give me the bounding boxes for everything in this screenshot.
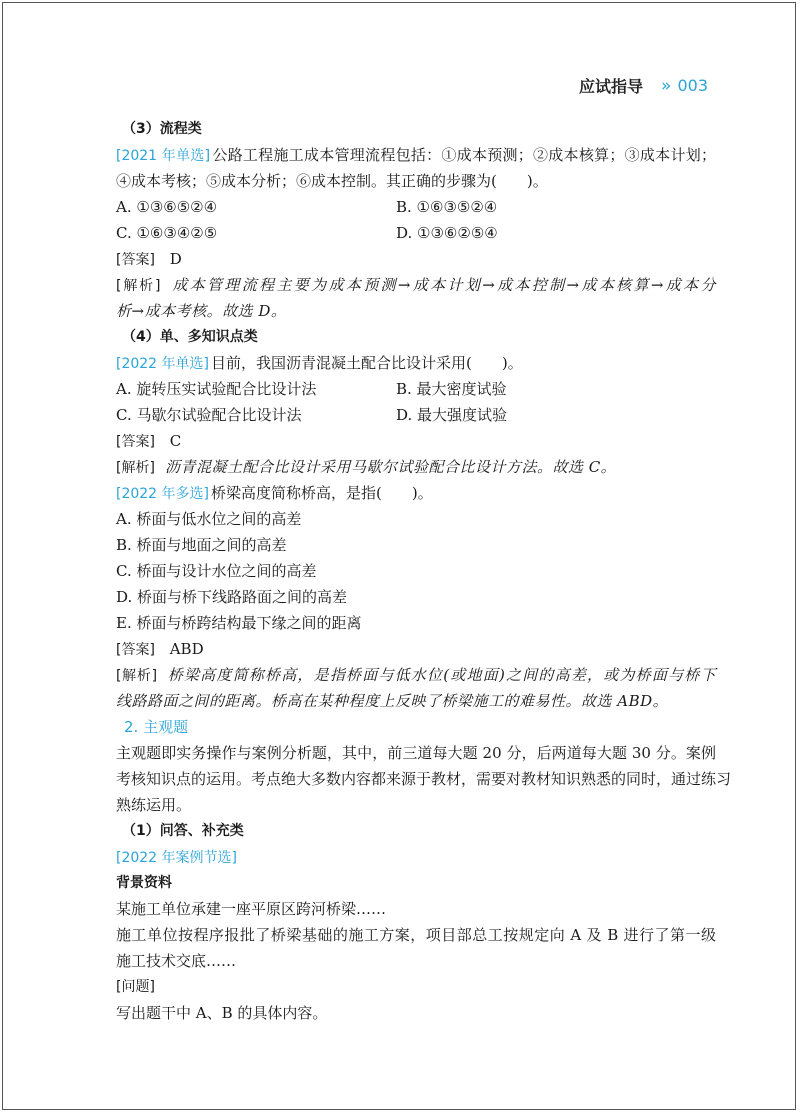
question-text: 写出题干中 A、B 的具体内容。 (116, 1004, 328, 1022)
option-d: D. 最大强度试验 (396, 406, 508, 424)
question-text: 公路工程施工成本管理流程包括：①成本预测；②成本核算；③成本计划； (212, 146, 716, 164)
option-c: C. ①⑥③④②⑤ (116, 224, 218, 242)
option-a: A. ①③⑥⑤②④ (116, 198, 218, 216)
options-row (116, 402, 716, 428)
answer-label: [答案] (116, 434, 155, 450)
page-number: 003 (677, 76, 708, 95)
question-tag: [2021 年单选] (116, 148, 211, 164)
paragraph-line: 主观题即实务操作与案例分析题，其中，前三道每大题 20 分，后两道每大题 30 分。案例 (116, 744, 716, 762)
question-tag: [2022 年单选] (116, 356, 210, 372)
explanation-line: 析→成本考核。故选 D。 (116, 302, 287, 320)
option-a: A. 桥面与低水位之间的高差 (116, 510, 302, 528)
explanation-text: 成本管理流程主要为成本预测→成本计划→成本控制→成本核算→成本分 (170, 276, 716, 294)
paragraph-line: 考核知识点的运用。考点绝大多数内容都来源于教材，需要对教材知识熟悉的同时，通过练习 (116, 770, 732, 788)
options-row (116, 194, 716, 220)
case-tag: [2022 年案例节选] (116, 850, 238, 866)
explanation-line (116, 454, 716, 480)
answer-label: [答案] (116, 642, 155, 658)
subsection-heading: （1）问答、补充类 (122, 823, 244, 839)
subsection-heading: （4）单、多知识点类 (122, 329, 258, 345)
question-label: [问题] (116, 979, 155, 995)
answer-line (116, 246, 716, 272)
explanation-label: [解析] (116, 668, 158, 684)
option-b: B. 桥面与地面之间的高差 (116, 536, 287, 554)
explanation-text: 桥梁高度简称桥高，是指桥面与低水位(或地面)之间的高差，或为桥面与桥下 (167, 666, 716, 684)
option-b: B. ①⑥③⑤②④ (396, 198, 498, 216)
option-e: E. 桥面与桥跨结构最下缘之间的距离 (116, 614, 362, 632)
subsection-heading: （3）流程类 (122, 121, 202, 137)
answer-line (116, 428, 716, 454)
answer-label: [答案] (116, 252, 155, 268)
explanation-label: [解析] (116, 278, 161, 294)
question-line (116, 350, 716, 376)
question-text: 目前，我国沥青混凝土配合比设计采用( )。 (211, 354, 523, 372)
header-title: 应试指导 (579, 77, 644, 96)
section-heading: 2. 主观题 (124, 718, 189, 736)
explanation-label: [解析] (116, 460, 155, 476)
explanation-text: 沥青混凝土配合比设计采用马歇尔试验配合比设计方法。故选 C。 (164, 458, 617, 476)
question-tag: [2022 年多选] (116, 486, 210, 502)
case-tag-line (116, 844, 716, 870)
explanation-line: 线路路面之间的距离。桥高在某种程度上反映了桥梁施工的难易性。故选 ABD。 (116, 692, 669, 710)
paragraph-line: 熟练运用。 (116, 796, 192, 814)
question-line: ④成本考核；⑤成本分析；⑥成本控制。其正确的步骤为( )。 (116, 172, 548, 190)
double-chevron-icon: » (661, 75, 672, 96)
option-d: D. ①③⑥②⑤④ (396, 224, 498, 242)
options-row (116, 376, 716, 402)
answer-value: D (169, 250, 182, 268)
answer-value: C (169, 432, 182, 450)
option-a: A. 旋转压实试验配合比设计法 (116, 380, 317, 398)
background-line: 施工技术交底…… (116, 952, 237, 970)
question-line (116, 142, 716, 168)
page-body (116, 116, 732, 1026)
options-row (116, 220, 716, 246)
explanation-line (116, 272, 716, 298)
answer-value: ABD (169, 640, 204, 658)
background-line: 某施工单位承建一座平原区跨河桥梁…… (116, 900, 387, 918)
running-header (579, 74, 708, 97)
question-text: 桥梁高度简称桥高，是指( )。 (211, 484, 433, 502)
option-b: B. 最大密度试验 (396, 380, 507, 398)
answer-line (116, 636, 716, 662)
option-d: D. 桥面与桥下线路路面之间的高差 (116, 588, 348, 606)
explanation-line (116, 662, 716, 688)
background-line: 施工单位按程序报批了桥梁基础的施工方案，项目部总工按规定向 A 及 B 进行了第一级 (116, 926, 716, 944)
question-line (116, 480, 716, 506)
background-label: 背景资料 (116, 875, 172, 891)
option-c: C. 桥面与设计水位之间的高差 (116, 562, 317, 580)
option-c: C. 马歇尔试验配合比设计法 (116, 406, 302, 424)
